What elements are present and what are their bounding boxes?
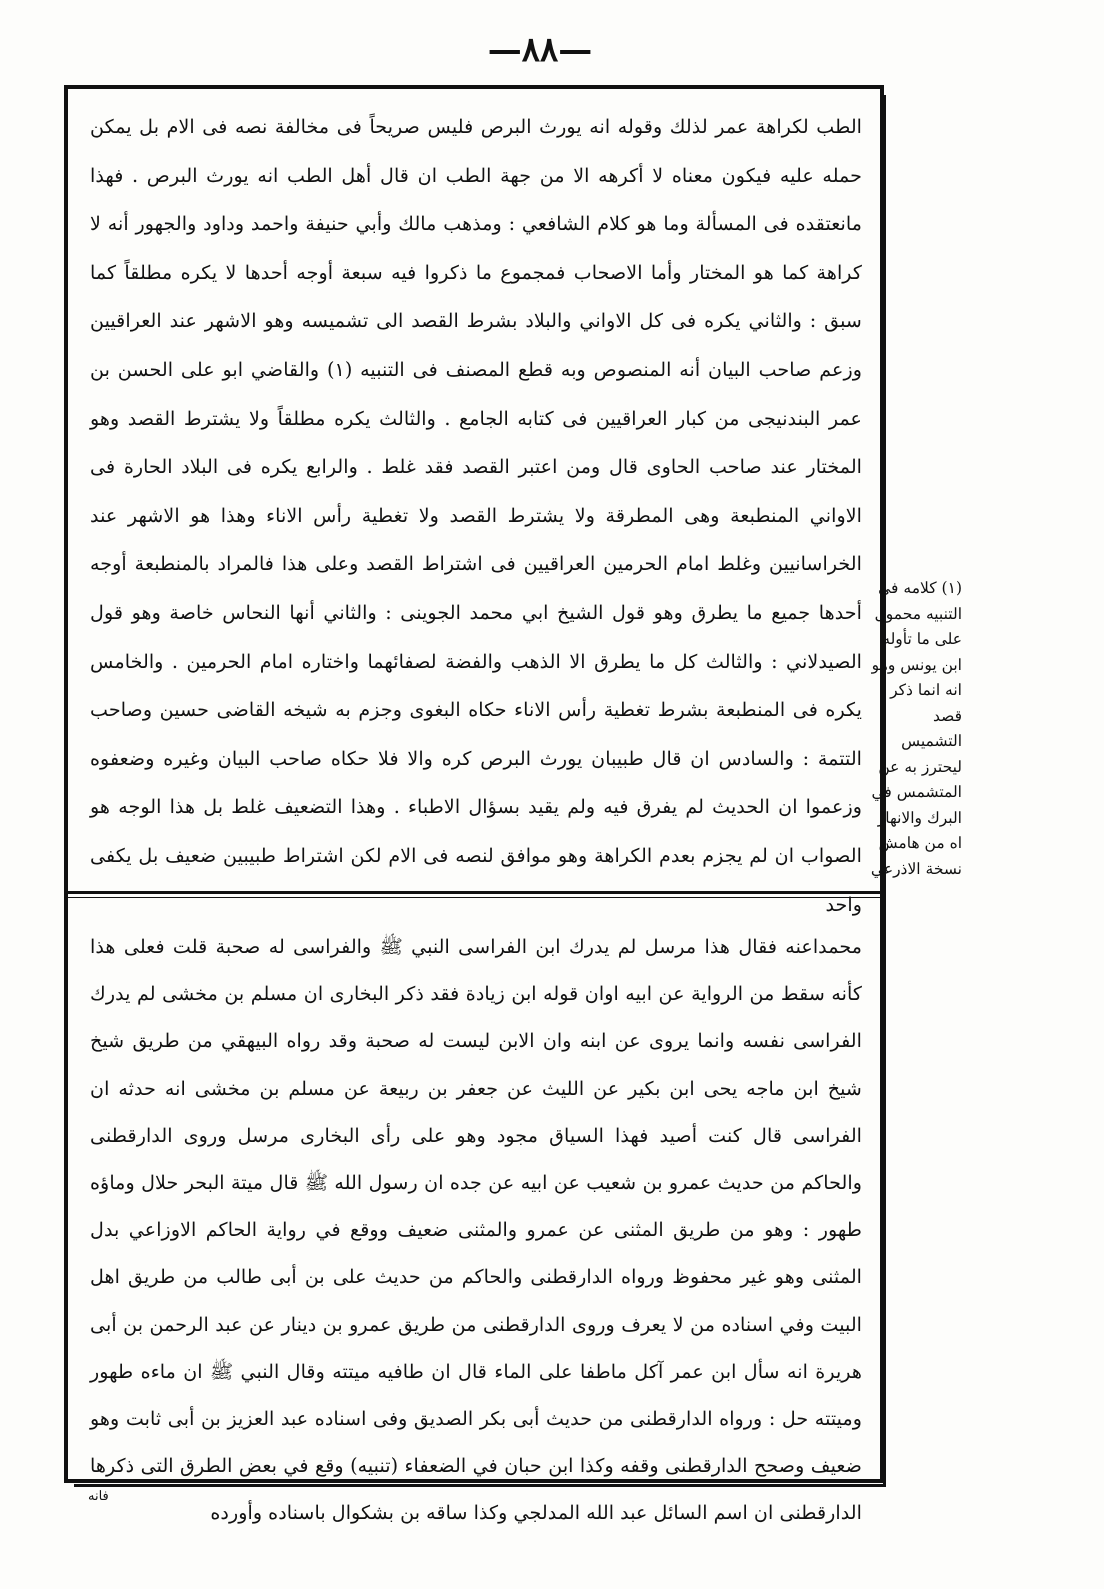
section-divider: [68, 891, 880, 894]
catchword: فانه: [88, 1489, 109, 1504]
upper-paragraph: الطب لكراهة عمر لذلك وقوله انه يورث البرص فليس صريحاً فى مخالفة نصه فى الام بل يمكن حمله عليه فيكون معناه لا أكرهه الا من جهة الطب ان قال أهل الطب انه يورث البرص . فهذا مانعتقده فى المسألة وما هو كلام الشافعي : ومذهب مالك وأبي حنيفة واحمد وداود والجهور أنه لا كراهة كما هو المختار وأما الاصحاب فمجموع ما ذكروا فيه سبعة أوجه أحدها لا يكره مطلقاً كما سبق : والثاني يكره فى كل الاواني والبلاد بشرط القصد الى تشميسه وهو الاشهر عند العراقيين وزعم صاحب البيان أنه المنصوص وبه قطع المصنف فى التنبيه (١) والقاضي ابو على الحسن بن عمر البندنيجى من كبار العراقيين فى كتابه الجامع . والثالث يكره مطلقاً ولا يشترط القصد وهو المختار عند صاحب الحاوى قال ومن اعتبر القصد فقد غلط . والرابع يكره فى البلاد الحارة فى الاواني المنطبعة وهى المطرقة ولا يشترط القصد ولا تغطية رأس الاناء وهذا هو الاشهر عند الخراسانيين وغلط امام الحرمين العراقيين فى اشتراط القصد وعلى هذا فالمراد بالمنطبعة أوجه أحدها جميع ما يطرق وهو قول الشيخ ابي محمد الجوينى : والثاني أنها النحاس خاصة وهو قول الصيدلاني : والثالث كل ما يطرق الا الذهب والفضة لصفائهما واختاره امام الحرمين . والخامس يكره فى المنطبعة بشرط تغطية رأس الاناء حكاه البغوى وجزم به شيخه القاضى حسين وصاحب التتمة : والسادس ان قال طبيبان يورث البرص كره والا فلا حكاه صاحب البيان وغيره وضعفوه وزعموا ان الحديث لم يفرق فيه ولم يقيد بسؤال الاطباء . وهذا التضعيف غلط بل هذا الوجه هو الصواب ان لم يجزم بعدم الكراهة وهو موافق لنصه فى الام لكن اشتراط طبيبين ضعيف بل يكفى واحد: [90, 115, 862, 916]
main-text-upper: [90, 103, 862, 929]
main-text-lower: [90, 923, 862, 1537]
lower-paragraph: محمداعنه فقال هذا مرسل لم يدرك ابن الفراسى النبي ﷺ والفراسى له صحبة قلت فعلى هذا كأنه سقط من الرواية عن ابيه اوان قوله ابن زيادة فقد ذكر البخارى ان مسلم بن مخشى لم يدرك الفراسى نفسه وانما يروى عن ابنه وان الابن ليست له صحبة وقد رواه البيهقي من طريق شيخ شيخ ابن ماجه يحى ابن بكير عن الليث عن جعفر بن ربيعة عن مسلم بن مخشى انه حدثه ان الفراسى قال كنت أصيد فهذا السياق مجود وهو على رأى البخارى مرسل وروى الدارقطنى والحاكم من حديث عمرو بن شعيب عن ابيه عن جده ان رسول الله ﷺ قال ميتة البحر حلال وماؤه طهور : وهو من طريق المثنى عن عمرو والمثنى ضعيف ووقع في رواية الحاكم الاوزاعي بدل المثنى وهو غير محفوظ ورواه الدارقطنى والحاكم من حديث على بن أبى طالب من طريق اهل البيت وفي اسناده من لا يعرف وروى الدارقطنى من طريق عمرو بن دينار عن عبد الرحمن بن أبى هريرة انه سأل ابن عمر آكل ماطفا على الماء قال ان طافيه ميتته وقال النبي ﷺ ان ماءه طهور وميتته حل : ورواه الدارقطنى من حديث أبى بكر الصديق وفى اسناده عبد العزيز بن أبى ثابت وهو ضعيف وصحح الدارقطنى وقفه وكذا ابن حبان في الضعفاء (تنبيه) وقع في بعض الطرق التى ذكرها الدارقطنى ان اسم السائل عبد الله المدلجي وكذا ساقه بن بشكوال باسناده وأورده: [90, 935, 862, 1525]
page-number: —٨٨—: [487, 30, 593, 70]
margin-footnote: (١) كلامه في التنبيه محمول على ما تأوله ابن يونس وهو انه انما ذكر قصد التشميس ليحترز به عن المتشمس في البرك والانهار اه من هامش نسخة الاذرعي: [870, 579, 962, 878]
